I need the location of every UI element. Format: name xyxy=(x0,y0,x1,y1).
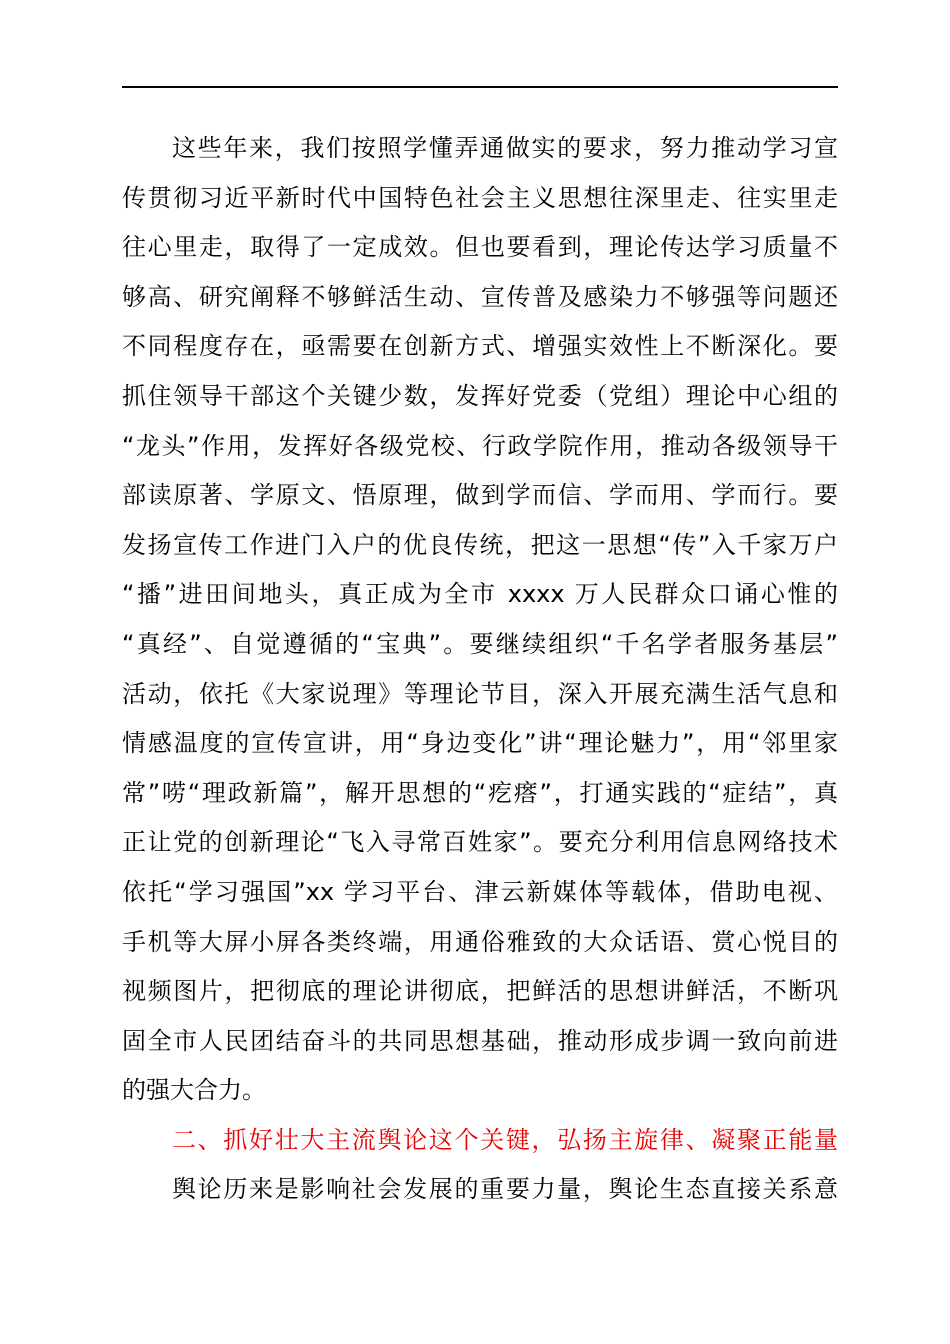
paragraph-line: 部读原著、学原文、悟原理，做到学而信、学而用、学而行。要 xyxy=(122,481,838,510)
header-rule xyxy=(122,86,838,88)
paragraph-line: 活动，依托《大家说理》等理论节目，深入开展充满生活气息和 xyxy=(122,679,838,708)
paragraph-line: 不同程度存在，亟需要在创新方式、增强实效性上不断深化。要 xyxy=(122,332,838,361)
paragraph-line: 往心里走，取得了一定成效。但也要看到，理论传达学习质量不 xyxy=(122,233,838,262)
paragraph-line: 情感温度的宣传宣讲，用“身边变化”讲“理论魅力”，用“邻里家 xyxy=(122,729,838,758)
paragraph-line: 视频图片，把彻底的理论讲彻底，把鲜活的思想讲鲜活，不断巩 xyxy=(122,977,838,1006)
body-text xyxy=(122,124,838,1215)
paragraph-line: 这些年来，我们按照学懂弄通做实的要求，努力推动学习宣 xyxy=(172,134,838,162)
paragraph-line: 发扬宣传工作进门入户的优良传统，把这一思想“传”入千家万户 xyxy=(122,530,838,559)
paragraph-line: 传贯彻习近平新时代中国特色社会主义思想往深里走、往实里走 xyxy=(122,183,838,212)
paragraph-line: “播”进田间地头，真正成为全市 xxxx 万人民群众口诵心惟的 xyxy=(122,580,838,609)
paragraph-line: 常”唠“理政新篇”，解开思想的“疙瘩”，打通实践的“症结”，真 xyxy=(122,778,838,807)
section-heading: 二、抓好壮大主流舆论这个关键，弘扬主旋律、凝聚正能量 xyxy=(172,1125,838,1154)
paragraph-line: 舆论历来是影响社会发展的重要力量，舆论生态直接关系意 xyxy=(172,1175,838,1204)
paragraph-line: 固全市人民团结奋斗的共同思想基础，推动形成步调一致向前进 xyxy=(122,1026,838,1055)
paragraph-line: 依托“学习强国”xx 学习平台、津云新媒体等载体，借助电视、 xyxy=(122,877,838,906)
paragraph-line: 的强大合力。 xyxy=(122,1076,266,1105)
paragraph-line: “龙头”作用，发挥好各级党校、行政学院作用，推动各级领导干 xyxy=(122,431,838,460)
paragraph-line: 抓住领导干部这个关键少数，发挥好党委（党组）理论中心组的 xyxy=(122,381,838,410)
paragraph-line: 够高、研究阐释不够鲜活生动、宣传普及感染力不够强等问题还 xyxy=(122,282,838,311)
paragraph-line: 手机等大屏小屏各类终端，用通俗雅致的大众话语、赏心悦目的 xyxy=(122,927,838,956)
paragraph-line: “真经”、自觉遵循的“宝典”。要继续组织“千名学者服务基层” xyxy=(122,629,838,658)
paragraph-line: 正让党的创新理论“飞入寻常百姓家”。要充分利用信息网络技术 xyxy=(122,828,838,857)
